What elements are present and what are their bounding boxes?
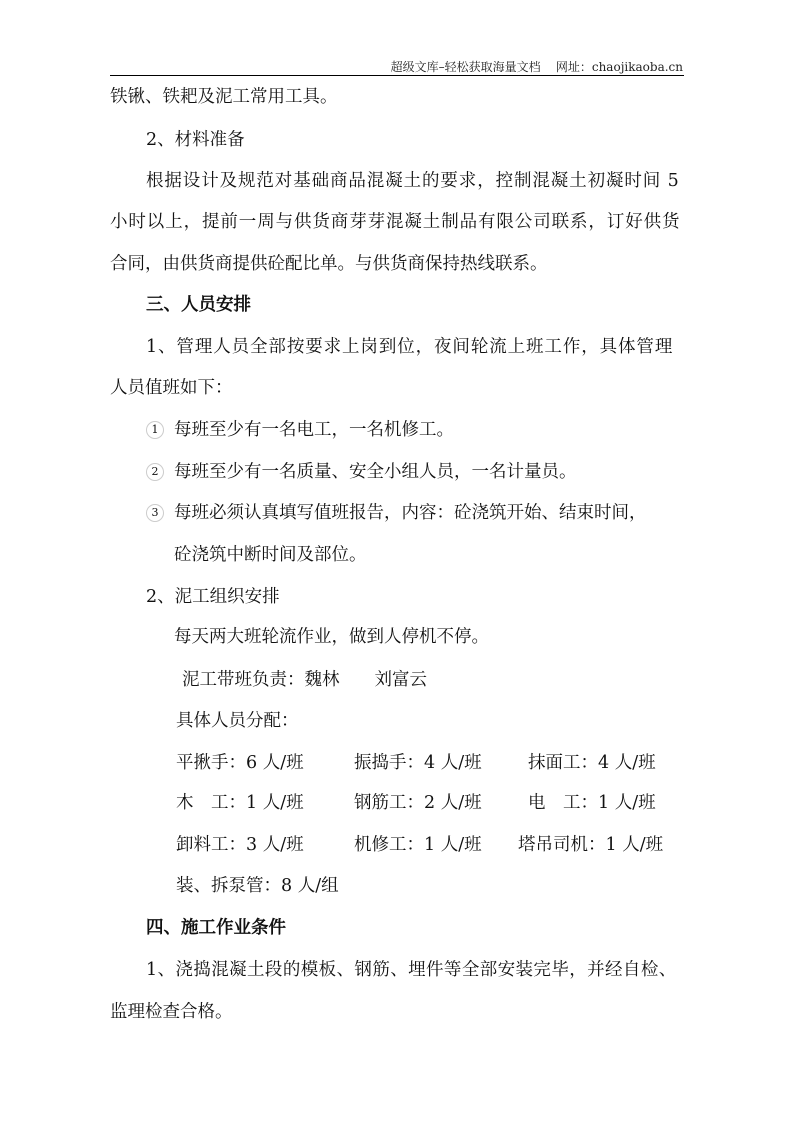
circled-number: 2 bbox=[146, 463, 164, 481]
paragraph-line: 每天两大班轮流作业，做到人停机不停。 bbox=[174, 627, 489, 647]
paragraph-line: 合同，由供货商提供砼配比单。与供货商保持热线联系。 bbox=[110, 254, 548, 274]
paragraph-line: 1、浇捣混凝土段的模板、钢筋、埋件等全部安装完毕，并经自检、 bbox=[146, 960, 677, 980]
paragraph-line: 监理检查合格。 bbox=[110, 1002, 233, 1022]
staff-cell: 塔吊司机：1 人/班 bbox=[518, 835, 664, 855]
paragraph-line: 人员值班如下： bbox=[110, 378, 233, 398]
numbered-item bbox=[146, 419, 454, 441]
paragraph-line: 铁锹、铁耙及泥工常用工具。 bbox=[110, 87, 338, 107]
paragraph-line: 具体人员分配： bbox=[176, 711, 299, 731]
subheading: 2、材料准备 bbox=[146, 130, 245, 150]
page-header bbox=[391, 58, 683, 75]
header-site: 超级文库–轻松获取海量文档 bbox=[390, 60, 541, 74]
staff-cell: 装、拆泵管：8 人/组 bbox=[176, 876, 339, 896]
numbered-item bbox=[146, 461, 577, 483]
item-text: 每班至少有一名电工，一名机修工。 bbox=[174, 420, 454, 440]
paragraph-line: 泥工带班负责：魏林 刘富云 bbox=[182, 670, 427, 690]
staff-cell: 机修工：1 人/班 bbox=[354, 835, 482, 855]
header-url: 网址：chaojikaoba.cn bbox=[555, 60, 683, 74]
paragraph-line: 砼浇筑中断时间及部位。 bbox=[174, 545, 367, 565]
staff-cell: 振捣手：4 人/班 bbox=[354, 753, 482, 773]
item-text: 每班必须认真填写值班报告，内容：砼浇筑开始、结束时间， bbox=[174, 503, 647, 523]
section-heading: 四、施工作业条件 bbox=[146, 918, 286, 938]
staff-cell: 平揪手：6 人/班 bbox=[176, 753, 304, 773]
paragraph-line: 1、管理人员全部按要求上岗到位，夜间轮流上班工作，具体管理 bbox=[146, 337, 674, 357]
paragraph-line: 根据设计及规范对基础商品混凝土的要求，控制混凝土初凝时间 5 bbox=[146, 171, 680, 191]
staff-cell: 钢筋工：2 人/班 bbox=[354, 793, 482, 813]
subheading: 2、泥工组织安排 bbox=[146, 587, 280, 607]
staff-cell: 电 工：1 人/班 bbox=[528, 793, 656, 813]
staff-cell: 木 工：1 人/班 bbox=[176, 793, 304, 813]
numbered-item bbox=[146, 502, 647, 524]
paragraph-line: 小时以上，提前一周与供货商芽芽混凝土制品有限公司联系，订好供货 bbox=[110, 212, 681, 232]
circled-number: 3 bbox=[146, 504, 164, 522]
header-rule bbox=[110, 75, 684, 76]
staff-cell: 抹面工：4 人/班 bbox=[528, 753, 656, 773]
circled-number: 1 bbox=[146, 421, 164, 439]
section-heading: 三、人员安排 bbox=[146, 295, 251, 315]
item-text: 每班至少有一名质量、安全小组人员，一名计量员。 bbox=[174, 462, 577, 482]
staff-cell: 卸料工：3 人/班 bbox=[176, 835, 304, 855]
